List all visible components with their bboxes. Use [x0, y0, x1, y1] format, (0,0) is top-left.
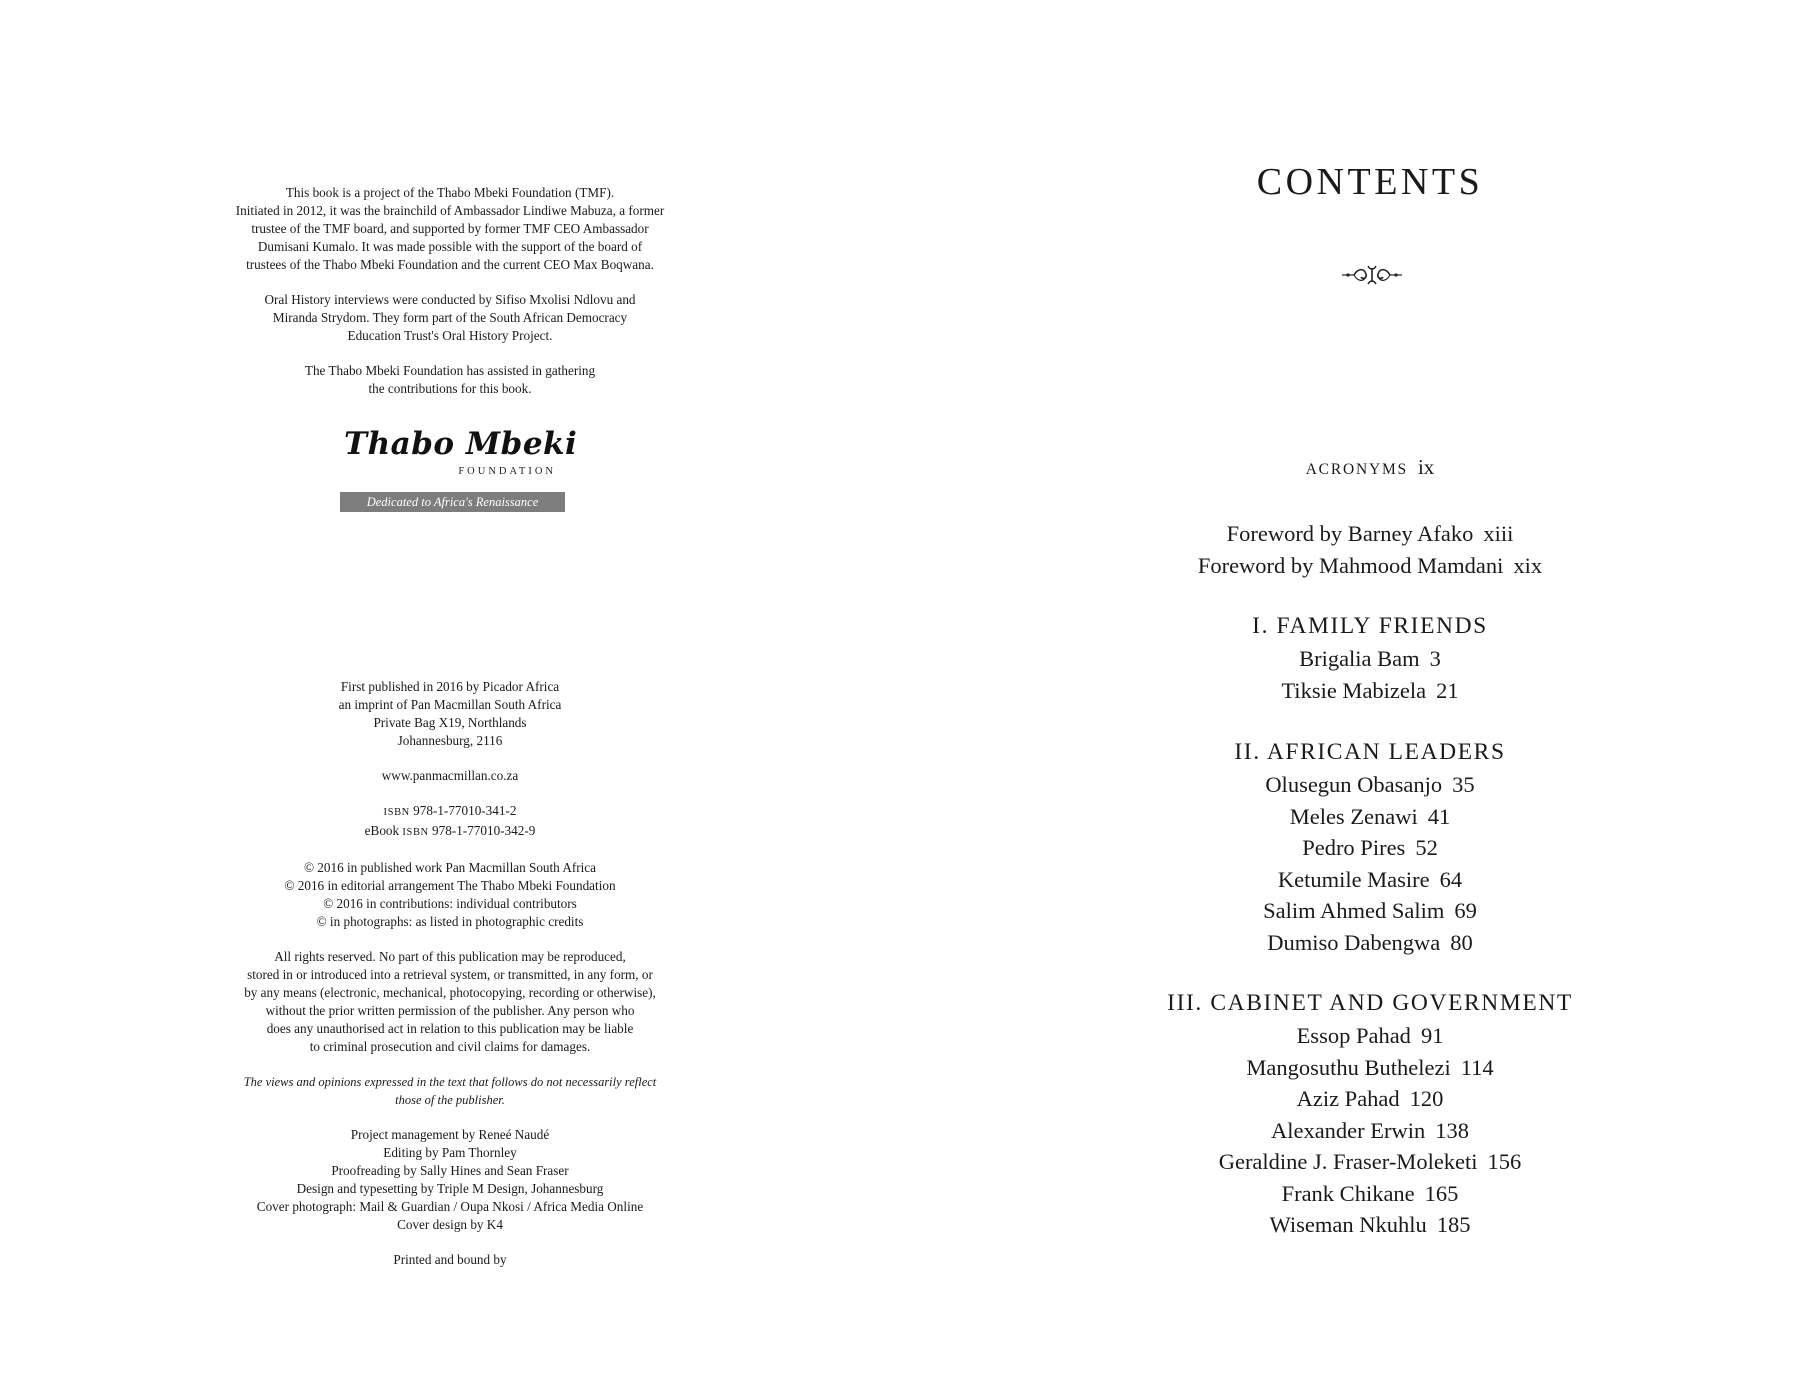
text-line: stored in or introduced into a retrieval system, or transmitted, in any form, or: [247, 967, 653, 982]
text-line: Project management by Reneé Naudé: [350, 1127, 550, 1142]
text-line: Cover photograph: Mail & Guardian / Oupa Nkosi / Africa Media Online: [256, 1199, 644, 1214]
toc-entry-title: Dumiso Dabengwa: [1267, 929, 1441, 955]
text-line: does any unauthorised act in relation to this publication may be liable: [266, 1021, 634, 1036]
logo-tagline: Dedicated to Africa's Renaissance: [340, 492, 565, 512]
text-line: Initiated in 2012, it was the brainchild of Ambassador Lindiwe Mabuza, a former: [235, 203, 665, 218]
isbn-block: [200, 802, 700, 842]
toc-entry[interactable]: [1140, 769, 1600, 801]
toc-entry-title: Pedro Pires: [1302, 835, 1406, 860]
text-line: Education Trust's Oral History Project.: [347, 328, 553, 343]
ebook-prefix: eBook: [364, 823, 400, 838]
logo-foundation-word: FOUNDATION: [458, 466, 556, 477]
text-line: those of the publisher.: [395, 1093, 505, 1107]
toc-entry-title: Alexander Erwin: [1270, 1117, 1426, 1143]
toc-entry-title: Brigalia Bam: [1299, 646, 1420, 671]
project-paragraph: [200, 184, 700, 274]
decorative-ornament-icon: [1340, 260, 1404, 290]
toc-entry-title: Frank Chikane: [1281, 1180, 1415, 1206]
text-line: © 2016 in contributions: individual contributors: [323, 896, 577, 911]
text-line: trustee of the TMF board, and supported by former TMF CEO Ambassador: [251, 221, 649, 236]
text-line: © 2016 in published work Pan Macmillan South Africa: [303, 860, 597, 875]
text-line: the contributions for this book.: [368, 381, 532, 396]
toc-page-number: 80: [1450, 929, 1473, 955]
toc-page-number: 21: [1436, 677, 1459, 703]
publisher-website: [200, 767, 700, 785]
publisher-address: [200, 678, 700, 750]
text-line: Printed and bound by: [393, 1252, 507, 1267]
toc-entry[interactable]: [1140, 895, 1600, 927]
toc-entry-title: Tiksie Mabizela: [1281, 677, 1427, 703]
toc-section: [1140, 987, 1600, 1241]
production-credits: [200, 1126, 700, 1234]
toc-page-number: 69: [1454, 898, 1477, 923]
toc-entry-title: Geraldine J. Fraser-Moleketi: [1218, 1149, 1478, 1174]
toc-page-number: xix: [1513, 552, 1543, 578]
imprint-page: [0, 0, 903, 1382]
text-line: Dumisani Kumalo. It was made possible with the support of the board of: [257, 239, 643, 254]
toc-entry-title: Olusegun Obasanjo: [1265, 772, 1443, 797]
toc-page-number: 35: [1452, 772, 1475, 797]
ebook-isbn: [200, 822, 700, 842]
toc-entry-title: Aziz Pahad: [1296, 1086, 1400, 1111]
toc-entry[interactable]: [1140, 1146, 1600, 1178]
toc-entry-title: Wiseman Nkuhlu: [1269, 1212, 1427, 1237]
text-line: All rights reserved. No part of this publication may be reproduced,: [274, 949, 626, 964]
toc-page-number: 185: [1436, 1212, 1471, 1237]
toc-forewords: [1140, 518, 1600, 581]
text-line: © in photographs: as listed in photographic credits: [316, 914, 584, 929]
toc-entry[interactable]: [1140, 801, 1600, 833]
isbn-label: ISBN: [402, 827, 429, 838]
toc-entry-title: Foreword by Mahmood Mamdani: [1197, 552, 1504, 578]
contents-page: [1140, 0, 1600, 1382]
text-line: © 2016 in editorial arrangement The Thabo Mbeki Foundation: [284, 878, 616, 893]
section-heading: I. FAMILY FRIENDS: [1252, 613, 1488, 639]
toc-entry-title: Salim Ahmed Salim: [1263, 898, 1445, 923]
project-notes: [200, 184, 700, 415]
toc-page-number: 120: [1409, 1086, 1444, 1111]
toc-page-number: 114: [1460, 1054, 1494, 1080]
section-heading: III. CABINET AND GOVERNMENT: [1167, 990, 1573, 1016]
toc-entry-title: Essop Pahad: [1296, 1023, 1411, 1048]
text-line: The views and opinions expressed in the text that follows do not necessarily reflect: [243, 1075, 657, 1089]
rights-notice: [200, 948, 700, 1056]
text-line: Oral History interviews were conducted by Sifiso Mxolisi Ndlovu and: [264, 292, 636, 307]
toc-acronyms[interactable]: [1140, 455, 1600, 480]
text-line: an imprint of Pan Macmillan South Africa: [338, 697, 562, 712]
text-line: Proofreading by Sally Hines and Sean Fraser: [331, 1163, 569, 1178]
text-line: Miranda Strydom. They form part of the South African Democracy: [272, 310, 628, 325]
printer-line: [200, 1251, 700, 1269]
toc-page-number: 3: [1429, 646, 1441, 671]
toc-entry-title: Ketumile Masire: [1277, 866, 1430, 892]
publication-details: [200, 678, 700, 1286]
text-line: to criminal prosecution and civil claims for damages.: [309, 1039, 591, 1054]
toc-entry[interactable]: [1140, 1178, 1600, 1210]
toc-section: [1140, 610, 1600, 706]
toc-entry[interactable]: [1140, 518, 1600, 550]
text-line: Editing by Pam Thornley: [383, 1145, 517, 1160]
disclaimer: [200, 1073, 700, 1109]
toc-entry[interactable]: [1140, 1020, 1600, 1052]
website-text: www.panmacmillan.co.za: [381, 768, 519, 783]
toc-page-number: 64: [1439, 866, 1463, 892]
isbn-number: 978-1-77010-342-9: [432, 823, 536, 838]
toc-entry[interactable]: [1140, 927, 1600, 959]
text-line: without the prior written permission of the publisher. Any person who: [265, 1003, 635, 1018]
foundation-logo: [340, 426, 580, 516]
toc-entry[interactable]: [1140, 1115, 1600, 1147]
text-line: The Thabo Mbeki Foundation has assisted in gathering: [304, 363, 596, 378]
text-line: Cover design by K4: [397, 1217, 503, 1232]
copyright-block: [200, 859, 700, 931]
text-line: Johannesburg, 2116: [397, 733, 503, 748]
toc-entry-title: ACRONYMS: [1305, 461, 1408, 478]
text-line: This book is a project of the Thabo Mbeki Foundation (TMF).: [285, 185, 615, 200]
text-line: by any means (electronic, mechanical, photocopying, recording or otherwise),: [244, 985, 656, 1000]
toc-entry[interactable]: [1140, 832, 1600, 864]
toc-entry-title: Foreword by Barney Afako: [1226, 521, 1474, 546]
toc-entry[interactable]: [1140, 864, 1600, 896]
text-line: trustees of the Thabo Mbeki Foundation and the current CEO Max Boqwana.: [246, 257, 654, 272]
toc-page-number: xiii: [1483, 521, 1514, 546]
text-line: Private Bag X19, Northlands: [373, 715, 527, 730]
oral-history-paragraph: [200, 291, 700, 345]
text-line: Design and typesetting by Triple M Design, Johannesburg: [296, 1181, 604, 1196]
toc-entry-title: Meles Zenawi: [1289, 803, 1418, 829]
print-isbn: [200, 802, 700, 822]
toc-page-number: 156: [1487, 1149, 1522, 1174]
toc-entry-title: Mangosuthu Buthelezi: [1246, 1054, 1451, 1080]
toc-entry[interactable]: [1140, 1083, 1600, 1115]
toc-page-number: 52: [1415, 835, 1438, 860]
isbn-number: 978-1-77010-341-2: [413, 803, 517, 818]
section-heading: II. AFRICAN LEADERS: [1234, 739, 1506, 765]
logo-script-text: Thabo Mbeki: [344, 426, 578, 462]
toc-page-number: 91: [1420, 1023, 1444, 1048]
text-line: First published in 2016 by Picador Africa: [340, 679, 560, 694]
toc-entry[interactable]: [1140, 550, 1600, 582]
isbn-label: ISBN: [383, 807, 410, 818]
toc-page-number: 41: [1427, 803, 1451, 829]
toc-page-number: 165: [1424, 1180, 1459, 1206]
page-title: CONTENTS: [1256, 161, 1484, 203]
toc-page-number: ix: [1417, 455, 1435, 479]
toc-entry[interactable]: [1140, 675, 1600, 707]
toc-entry[interactable]: [1140, 1209, 1600, 1241]
toc-entry[interactable]: [1140, 1052, 1600, 1084]
toc-entry[interactable]: [1140, 643, 1600, 675]
foundation-paragraph: [200, 362, 700, 398]
toc-page-number: 138: [1435, 1117, 1470, 1143]
toc-section: [1140, 736, 1600, 958]
